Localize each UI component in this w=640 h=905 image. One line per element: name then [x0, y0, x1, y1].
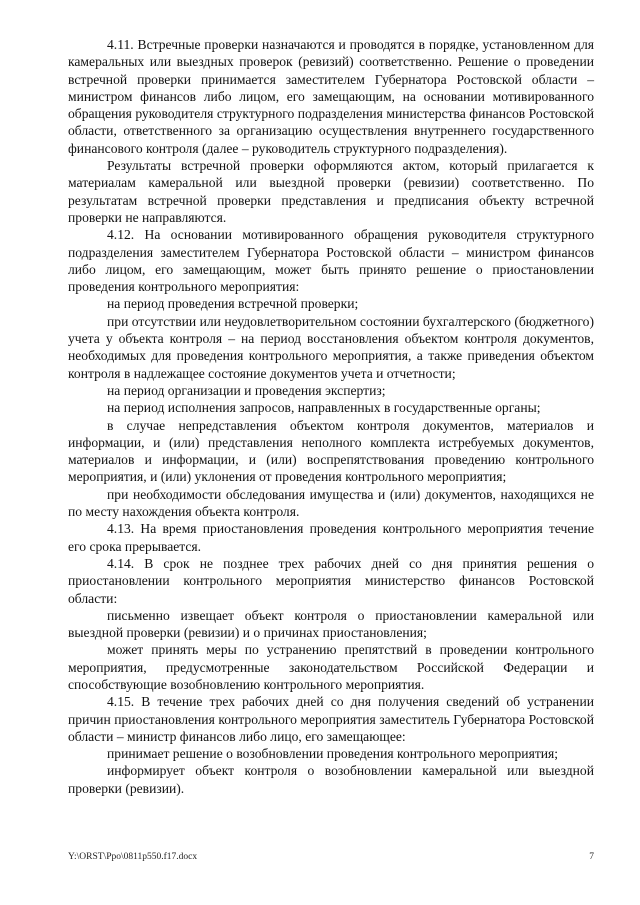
list-item: может принять меры по устранению препятствий в проведении контрольного мероприятия, предусмотренные законодательством Российской Федерации и способствующие возобновлению контрольного мероприятия. — [68, 642, 594, 692]
list-item: информирует объект контроля о возобновлении камеральной или выездной проверки (ревизии). — [68, 763, 594, 796]
list-item: при необходимости обследования имущества и (или) документов, находящихся не по месту нахождения объекта контроля. — [68, 486, 594, 520]
paragraph-4-13: 4.13. На время приостановления проведения контрольного мероприятия течение его срока прерывается. — [68, 521, 594, 554]
paragraph-4-12: 4.12. На основании мотивированного обращения руководителя структурного подразделения заместителем Губернатора Ростовской области – министром финансов либо лицом, его замещающим, может быть принято решение о приостановлении проведения контрольного мероприятия: — [68, 227, 594, 295]
document-page — [68, 36, 594, 797]
paragraph-results: Результаты встречной проверки оформляются актом, который прилагается к материалам камеральной или выездной проверки (ревизии) соответственно. По результатам встречной проверки представления и предписания объекту встречной проверки не направляются. — [68, 158, 594, 225]
list-item: на период исполнения запросов, направленных в государственные органы; — [107, 400, 541, 416]
list-item: на период проведения встречной проверки; — [107, 296, 359, 312]
paragraph-4-15: 4.15. В течение трех рабочих дней со дня получения сведений об устранении причин приостановления контрольного мероприятия заместитель Губернатора Ростовской области – министр финансов либо лицо, его замещающее: — [68, 694, 594, 744]
paragraph-4-14: 4.14. В срок не позднее трех рабочих дней со дня принятия решения о приостановлении контрольного мероприятия министерство финансов Ростовской области: — [68, 555, 594, 606]
list-item: на период организации и проведения экспертиз; — [107, 382, 386, 398]
list-item: при отсутствии или неудовлетворительном состоянии бухгалтерского (бюджетного) учета у объекта контроля – на период восстановления объектом контроля документов, необходимых для проведения контрольного мероприятия, а также приведения объектом контроля в надлежащее состояние документов учета и отчетности; — [68, 313, 594, 381]
page-number: 7 — [589, 852, 594, 862]
list-item: в случае непредставления объектом контроля документов, материалов и информации, и (или) представления неполного комплекта истребуемых документов, материалов и информации, и (или) воспрепятствования проведению контрольного мероприятия, и (или) уклонения от проведения контрольного мероприятия; — [68, 417, 594, 485]
file-path: Y:\ORST\Ppo\0811p550.f17.docx — [68, 852, 198, 862]
list-item: принимает решение о возобновлении проведения контрольного мероприятия; — [107, 746, 559, 762]
list-item: письменно извещает объект контроля о приостановлении камеральной или выездной проверки (ревизии) и о причинах приостановления; — [68, 607, 594, 641]
paragraph-4-11: 4.11. Встречные проверки назначаются и проводятся в порядке, установленном для камеральных или выездных проверок (ревизий) соответственно. Решение о проведении встречной проверки принимается заместителем Губернатора Ростовской области – министром финансов либо лицом, его замещающим, на основании мотивированного обращения руководителя структурного подразделения министерства финансов Ростовской области, ответственного за организацию осуществления внутреннего государственного финансового контроля (далее – руководитель структурного подразделения). — [68, 37, 594, 156]
